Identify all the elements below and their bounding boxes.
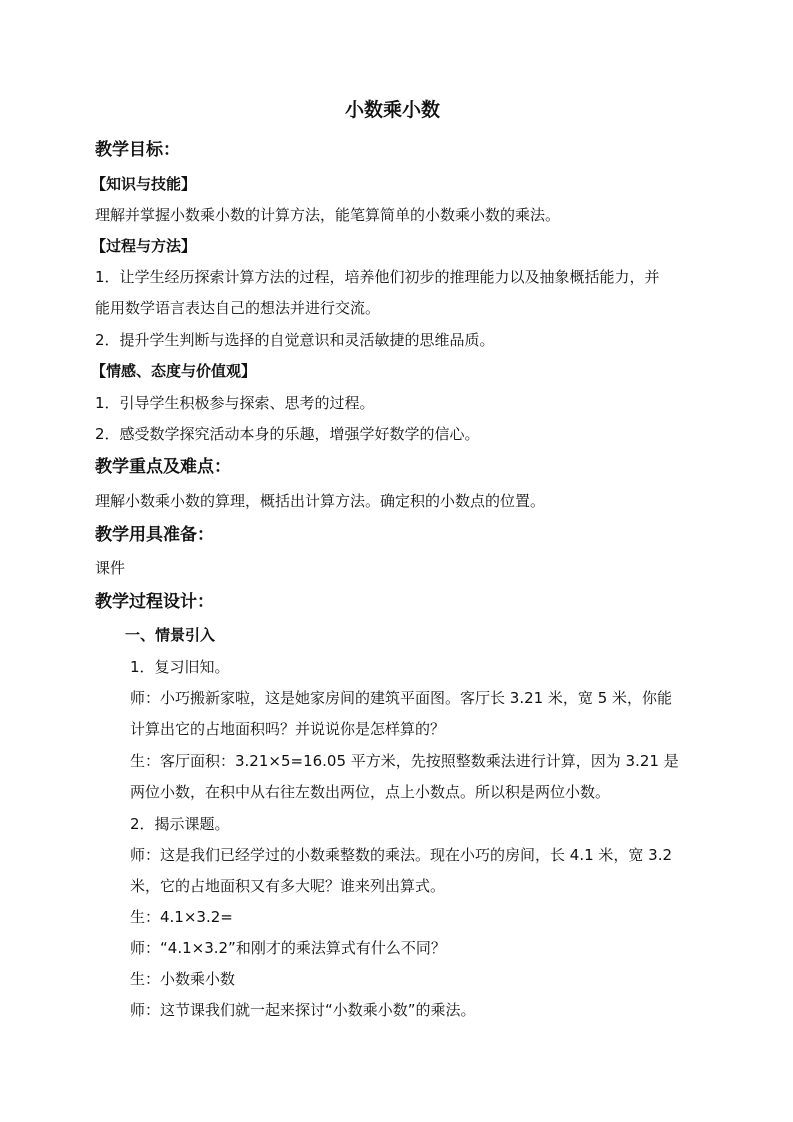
process-heading: 【过程与方法】 [91,237,197,255]
step-1: 1．复习旧知。 [130,658,230,676]
student-1-line-2: 两位小数，在积中从右往左数出两位，点上小数点。所以积是两位小数。 [130,783,611,801]
objectives-heading: 教学目标： [95,140,180,160]
student-2: 生：4.1×3.2= [130,908,233,926]
document-title: 小数乘小数 [345,99,441,121]
section-1-heading: 一、情景引入 [125,626,216,644]
process-item-1-line-1: 1．让学生经历探索计算方法的过程，培养他们初步的推理能力以及抽象概括能力，并 [95,268,660,286]
emotion-heading: 【情感、态度与价值观】 [91,362,257,380]
emotion-item-1: 1．引导学生积极参与探索、思考的过程。 [95,394,375,412]
emotion-item-2: 2．感受数学探究活动本身的乐趣，增强学好数学的信心。 [95,425,480,443]
process-item-2: 2．提升学生判断与选择的自觉意识和灵活敏捷的思维品质。 [95,331,495,349]
step-2: 2．揭示课题。 [130,815,230,833]
teacher-3: 师：“4.1×3.2”和刚才的乘法算式有什么不同？ [130,939,446,957]
keypoints-heading: 教学重点及难点： [95,457,231,477]
tools-text: 课件 [95,559,126,577]
student-3: 生：小数乘小数 [130,970,236,988]
teacher-4: 师：这节课我们就一起来探讨“小数乘小数”的乘法。 [130,1001,476,1019]
teacher-1-line-2: 计算出它的占地面积吗？并说说你是怎样算的？ [130,720,446,738]
design-heading: 教学过程设计： [95,592,214,612]
tools-heading: 教学用具准备： [95,525,214,545]
teacher-2-line-1: 师：这是我们已经学过的小数乘整数的乘法。现在小巧的房间，长 4.1 米，宽 3.2 [130,846,673,864]
teacher-1-line-1: 师：小巧搬新家啦，这是她家房间的建筑平面图。客厅长 3.21 米，宽 5 米，你能 [130,689,673,707]
knowledge-text: 理解并掌握小数乘小数的计算方法，能笔算简单的小数乘小数的乘法。 [95,206,561,224]
process-item-1-line-2: 能用数学语言表达自己的想法并进行交流。 [95,299,381,317]
keypoints-text: 理解小数乘小数的算理，概括出计算方法。确定积的小数点的位置。 [95,492,546,510]
teacher-2-line-2: 米，它的占地面积又有多大呢？谁来列出算式。 [130,877,446,895]
knowledge-heading: 【知识与技能】 [91,175,197,193]
student-1-line-1: 生：客厅面积：3.21×5=16.05 平方米，先按照整数乘法进行计算，因为 3.21 是 [130,752,679,770]
